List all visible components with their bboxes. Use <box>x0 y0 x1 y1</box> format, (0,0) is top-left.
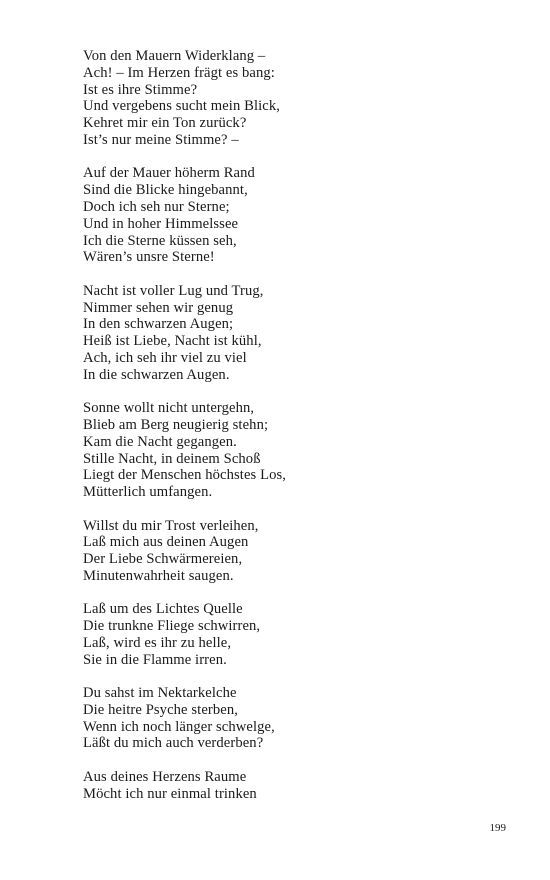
poem-line: In den schwarzen Augen; <box>83 316 234 333</box>
poem-line: Kehret mir ein Ton zurück? <box>83 115 247 132</box>
stanza <box>83 400 503 501</box>
poem-line: Wenn ich noch länger schwelge, <box>83 718 275 735</box>
poem-line: Möcht ich nur einmal trinken <box>83 785 257 802</box>
stanza <box>83 518 503 585</box>
poem-line: Willst du mir Trost verleihen, <box>83 517 259 534</box>
poem-line: Doch ich seh nur Sterne; <box>83 198 230 215</box>
poem-line: Liegt der Menschen höchstes Los, <box>83 467 287 484</box>
poem-line: Sie in die Flamme irren. <box>83 651 227 668</box>
poem-line: Laß, wird es ihr zu helle, <box>83 634 232 651</box>
poem-line: Nimmer sehen wir genug <box>83 299 234 316</box>
poem-line: Blieb am Berg neugierig stehn; <box>83 416 269 433</box>
poem-line: Läßt du mich auch verderben? <box>83 735 264 752</box>
poem-line: Kam die Nacht gegangen. <box>83 433 237 450</box>
stanza <box>83 165 503 266</box>
poem-line: Sind die Blicke hingebannt, <box>83 182 248 199</box>
poem-line: Sonne wollt nicht untergehn, <box>83 400 255 417</box>
poem-line: Ach! – Im Herzen frägt es bang: <box>83 64 275 81</box>
poem-line: Du sahst im Nektarkelche <box>83 685 237 702</box>
page-number: 199 <box>489 822 506 834</box>
poem-text <box>83 48 503 819</box>
poem-line: Und in hoher Himmelssee <box>83 215 239 232</box>
poem-line: Stille Nacht, in deinem Schoß <box>83 450 261 467</box>
poem-line: Der Liebe Schwärmereien, <box>83 551 243 568</box>
poem-line: Ist’s nur meine Stimme? – <box>83 131 239 148</box>
stanza <box>83 685 503 752</box>
poem-line: Mütterlich umfangen. <box>83 484 213 501</box>
stanza <box>83 601 503 668</box>
poem-line: Ich die Sterne küssen seh, <box>83 232 237 249</box>
poem-line: Ach, ich seh ihr viel zu viel <box>83 349 247 366</box>
poem-line: Die heitre Psyche sterben, <box>83 701 238 718</box>
poem-line: Ist es ihre Stimme? <box>83 81 198 98</box>
poem-line: Aus deines Herzens Raume <box>83 768 247 785</box>
poem-line: Und vergebens sucht mein Blick, <box>83 98 280 115</box>
poem-line: Nacht ist voller Lug und Trug, <box>83 282 264 299</box>
poem-line: Von den Mauern Widerklang – <box>83 48 266 64</box>
stanza <box>83 48 503 149</box>
poem-line: Laß mich aus deinen Augen <box>83 534 249 551</box>
poem-line: Die trunkne Fliege schwirren, <box>83 618 261 635</box>
poem-line: Heiß ist Liebe, Nacht ist kühl, <box>83 333 262 350</box>
poem-line: Minutenwahrheit saugen. <box>83 567 234 584</box>
stanza <box>83 283 503 384</box>
stanza <box>83 769 503 803</box>
poem-line: In die schwarzen Augen. <box>83 366 230 383</box>
poem-line: Auf der Mauer höherm Rand <box>83 165 255 182</box>
poem-line: Wären’s unsre Sterne! <box>83 249 215 266</box>
poem-line: Laß um des Lichtes Quelle <box>83 601 243 618</box>
